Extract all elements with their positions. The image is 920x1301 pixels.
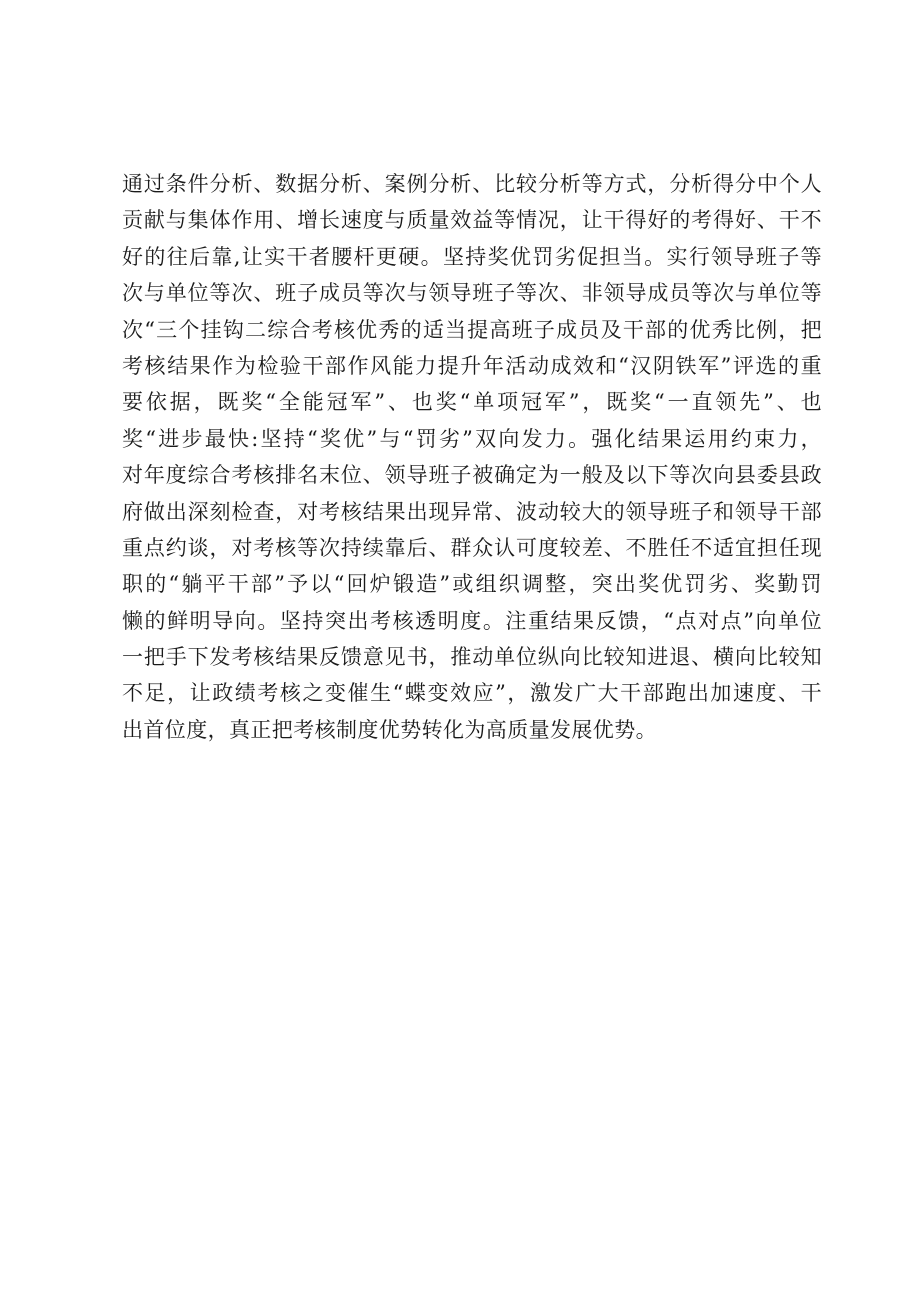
body-paragraph xyxy=(122,166,822,748)
paragraph-line: 一把手下发考核结果反馈意见书，推动单位纵向比较知进退、横向比较知 xyxy=(122,645,822,670)
paragraph-line: 府做出深刻检查，对考核结果出现异常、波动较大的领导班子和领导干部 xyxy=(122,499,822,524)
paragraph-line: 重点约谈，对考核等次持续靠后、群众认可度较差、不胜任不适宜担任现 xyxy=(122,535,822,560)
paragraph-line: 奖“进步最快:坚持“奖优”与“罚劣”双向发力。强化结果运用约束力， xyxy=(122,426,822,451)
paragraph-line: 次与单位等次、班子成员等次与领导班子等次、非领导成员等次与单位等 xyxy=(122,281,822,306)
paragraph-line: 职的“躺平干部”予以“回炉锻造”或组织调整，突出奖优罚劣、奖勤罚 xyxy=(122,572,822,597)
paragraph-line: 考核结果作为检验干部作风能力提升年活动成效和“汉阴铁军”评选的重 xyxy=(122,353,822,378)
paragraph-line: 好的往后靠,让实干者腰杆更硬。坚持奖优罚劣促担当。实行领导班子等 xyxy=(122,244,822,269)
paragraph-line: 出首位度，真正把考核制度优势转化为高质量发展优势。 xyxy=(122,717,657,742)
paragraph-line: 懒的鲜明导向。坚持突出考核透明度。注重结果反馈，“点对点”向单位 xyxy=(122,608,822,633)
paragraph-line: 不足，让政绩考核之变催生“蝶变效应”，激发广大干部跑出加速度、干 xyxy=(122,681,822,706)
paragraph-line: 要依据，既奖“全能冠军”、也奖“单项冠军”，既奖“一直领先”、也 xyxy=(122,390,822,415)
paragraph-line: 次“三个挂钩二综合考核优秀的适当提高班子成员及干部的优秀比例，把 xyxy=(122,317,822,342)
paragraph-line: 对年度综合考核排名末位、领导班子被确定为一般及以下等次向县委县政 xyxy=(122,463,822,488)
paragraph-line: 通过条件分析、数据分析、案例分析、比较分析等方式，分析得分中个人 xyxy=(122,172,822,196)
paragraph-line: 贡献与集体作用、增长速度与质量效益等情况，让干得好的考得好、干不 xyxy=(122,208,822,233)
